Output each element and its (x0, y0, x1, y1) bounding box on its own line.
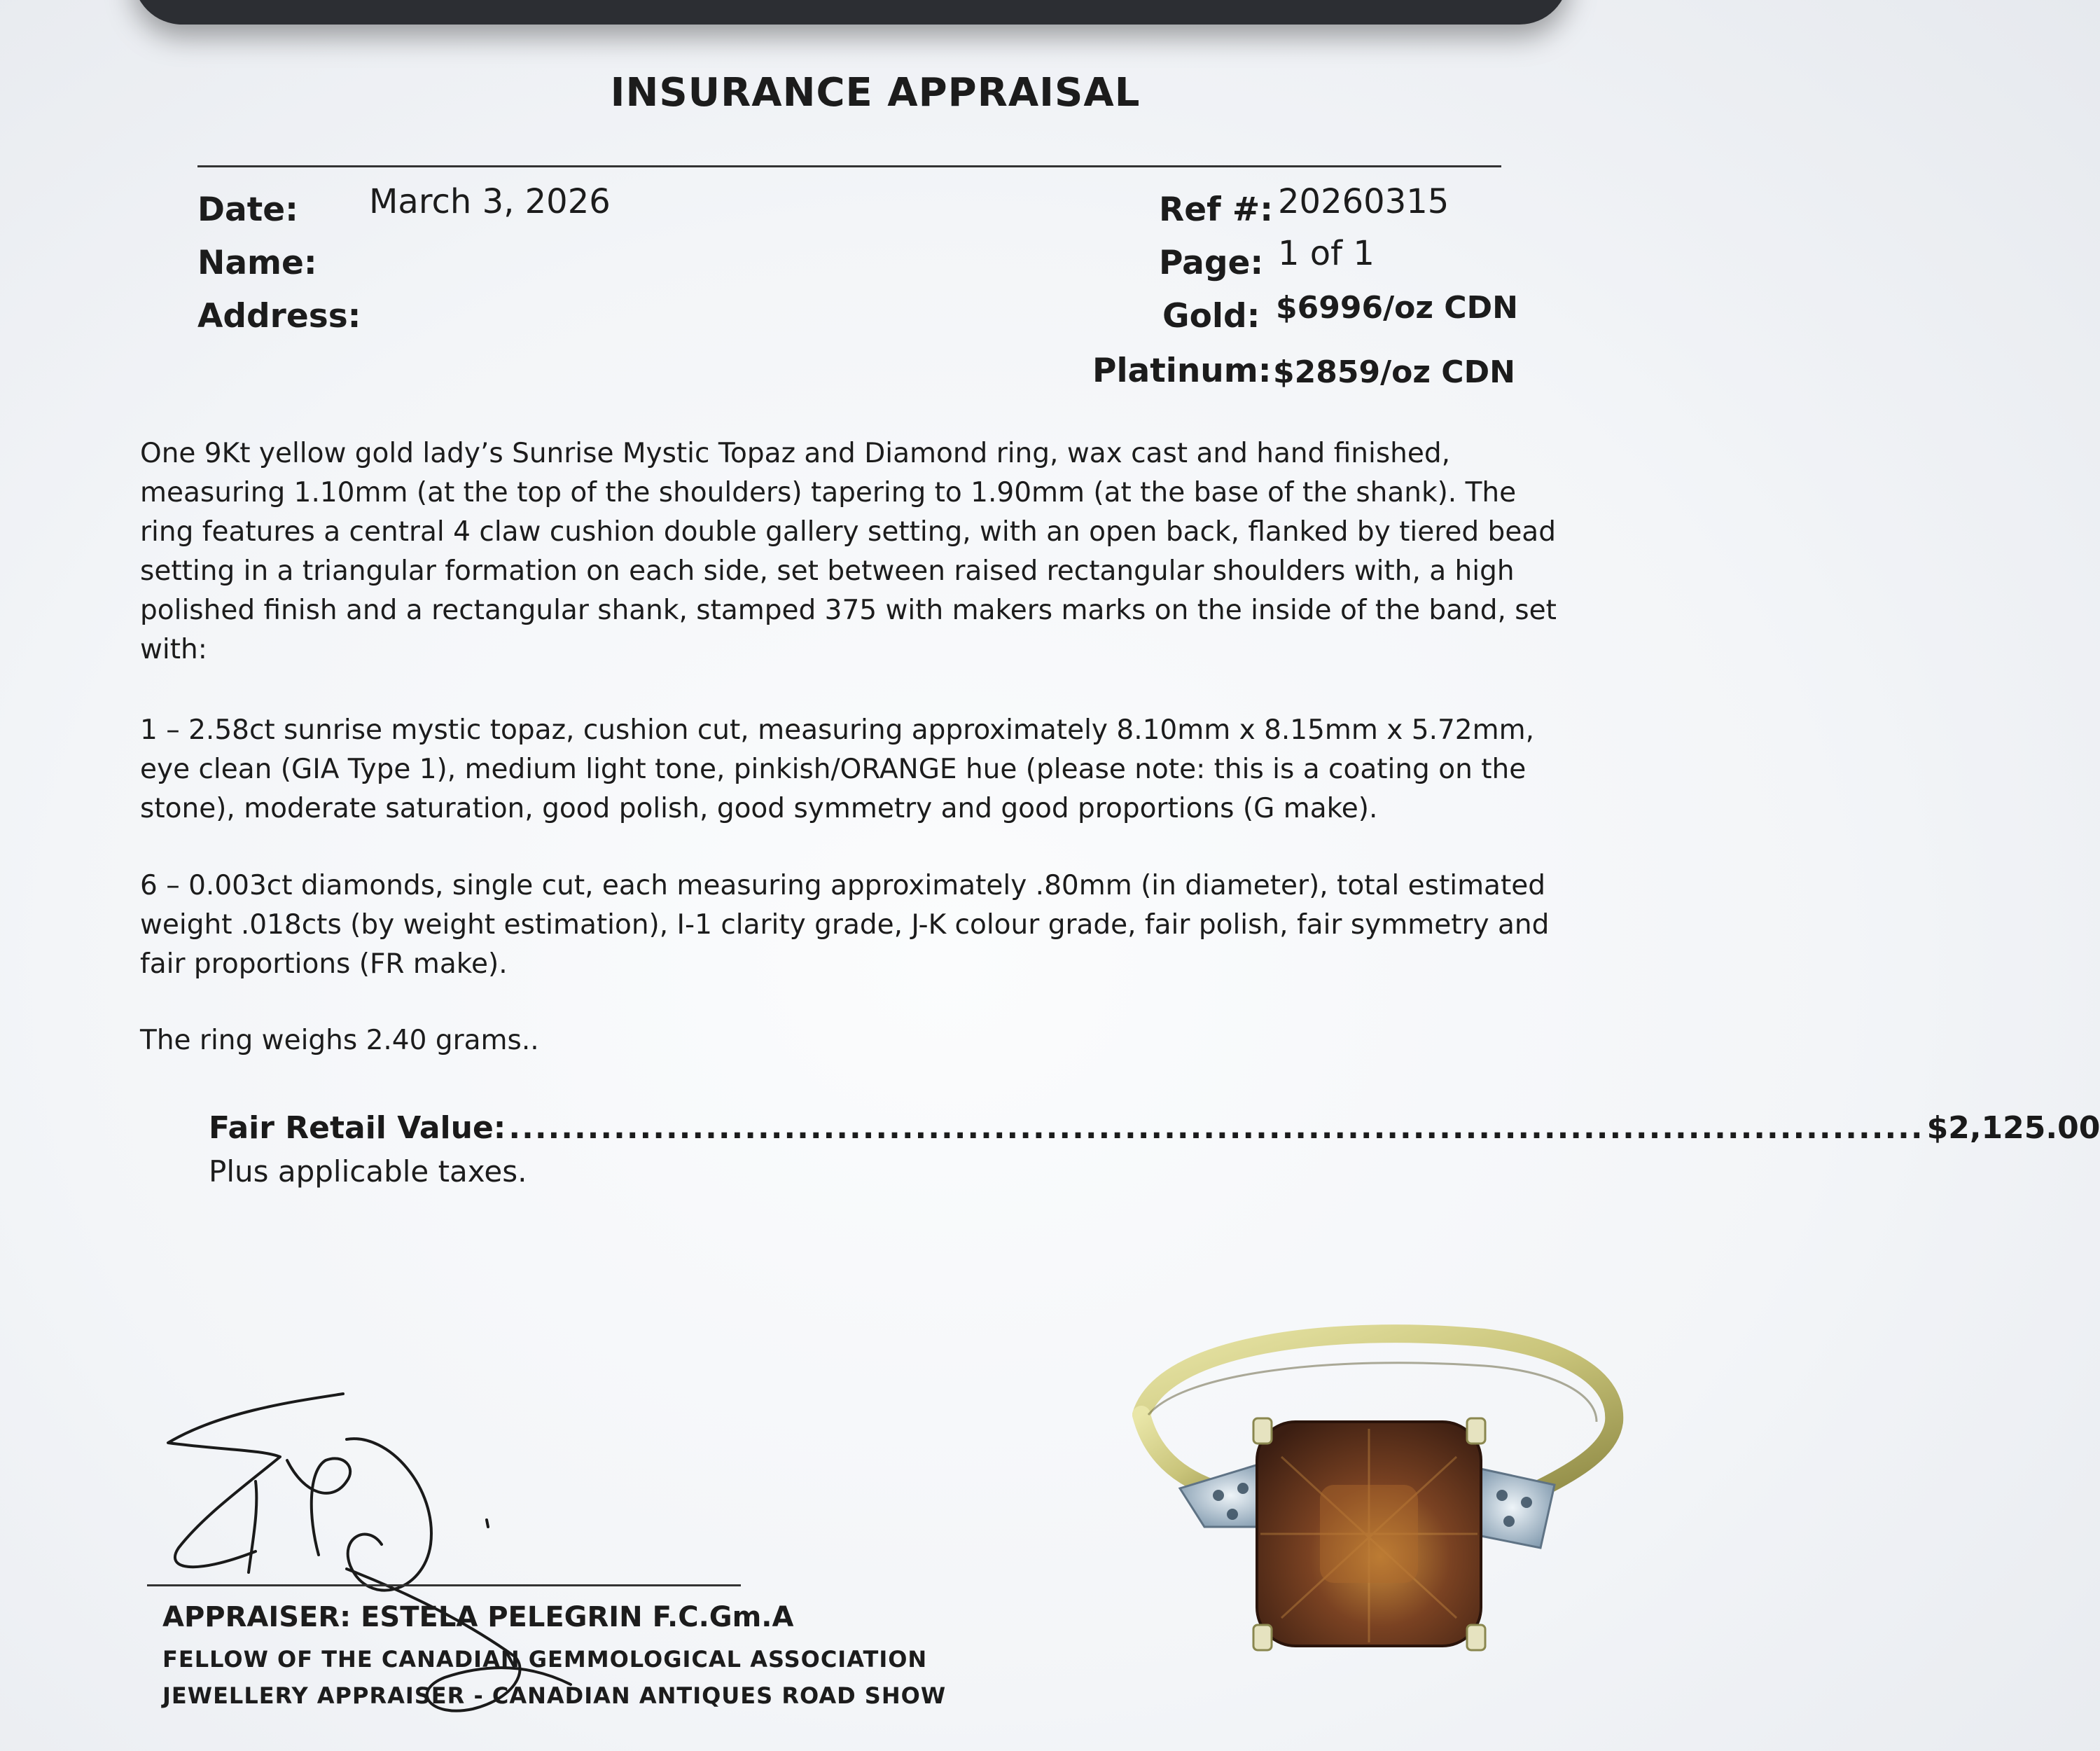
header-divider (197, 165, 1501, 167)
gold-label: Gold: (1162, 297, 1260, 335)
ring-photo (1120, 1317, 1639, 1667)
name-label: Name: (197, 244, 317, 282)
leader-dots: ............................................................................................................ (508, 1110, 1924, 1146)
gold-value: $6996/oz CDN (1276, 290, 1518, 326)
page-label: Page: (1159, 244, 1264, 282)
topaz-details: 1 – 2.58ct sunrise mystic topaz, cushion cut, measuring approximately 8.10mm x 8.15mm x 5.72mm, eye clean (GIA Type 1), medium light tone, pinkish/ORANGE hue (please note: this is a coating on the stone), moderate saturation, good polish, good symmetry and good proportions (G make). (140, 714, 1534, 824)
page-value: 1 of 1 (1278, 234, 1375, 273)
appraiser-name: APPRAISER: ESTELA PELEGRIN F.C.Gm.A (162, 1601, 794, 1633)
fair-retail-value-line (209, 1110, 2100, 1146)
date-value: March 3, 2026 (369, 182, 611, 221)
fair-retail-label: Fair Retail Value: (209, 1110, 506, 1146)
platinum-label: Platinum: (1092, 352, 1272, 390)
ring-weight: The ring weighs 2.40 grams.. (140, 1025, 539, 1056)
appraiser-credential-2: JEWELLERY APPRAISER - CANADIAN ANTIQUES ROAD SHOW (162, 1682, 947, 1709)
ref-value: 20260315 (1278, 182, 1449, 221)
address-label: Address: (197, 297, 361, 335)
clipboard-edge-shadow (133, 0, 1569, 25)
taxes-note: Plus applicable taxes. (209, 1154, 527, 1189)
platinum-value: $2859/oz CDN (1273, 354, 1515, 390)
date-label: Date: (197, 191, 298, 229)
diamond-details: 6 – 0.003ct diamonds, single cut, each measuring approximately .80mm (in diameter), total estimated weight .018cts (by weight estimation), I-1 clarity grade, J-K colour grade, fair polish, fair symmetry and fair proportions (FR make). (140, 870, 1550, 980)
document-title: INSURANCE APPRAISAL (610, 70, 1141, 116)
ref-label: Ref #: (1159, 191, 1274, 229)
appraiser-credential-1: FELLOW OF THE CANADIAN GEMMOLOGICAL ASSOCIATION (162, 1646, 928, 1673)
signature-line (147, 1584, 741, 1586)
fair-retail-amount: $2,125.00 (1926, 1110, 2100, 1146)
ring-description: One 9Kt yellow gold lady’s Sunrise Mystic Topaz and Diamond ring, wax cast and hand finished, measuring 1.10mm (at the top of the shoulders) tapering to 1.90mm (at the base of the shank). The ring features a central 4 claw cushion double gallery setting, with an open back, flanked by tiered bead setting in a triangular formation on each side, set between raised rectangular shoulders with, a high polished finish and a rectangular shank, stamped 375 with makers marks on the inside of the band, set with: (140, 438, 1557, 665)
